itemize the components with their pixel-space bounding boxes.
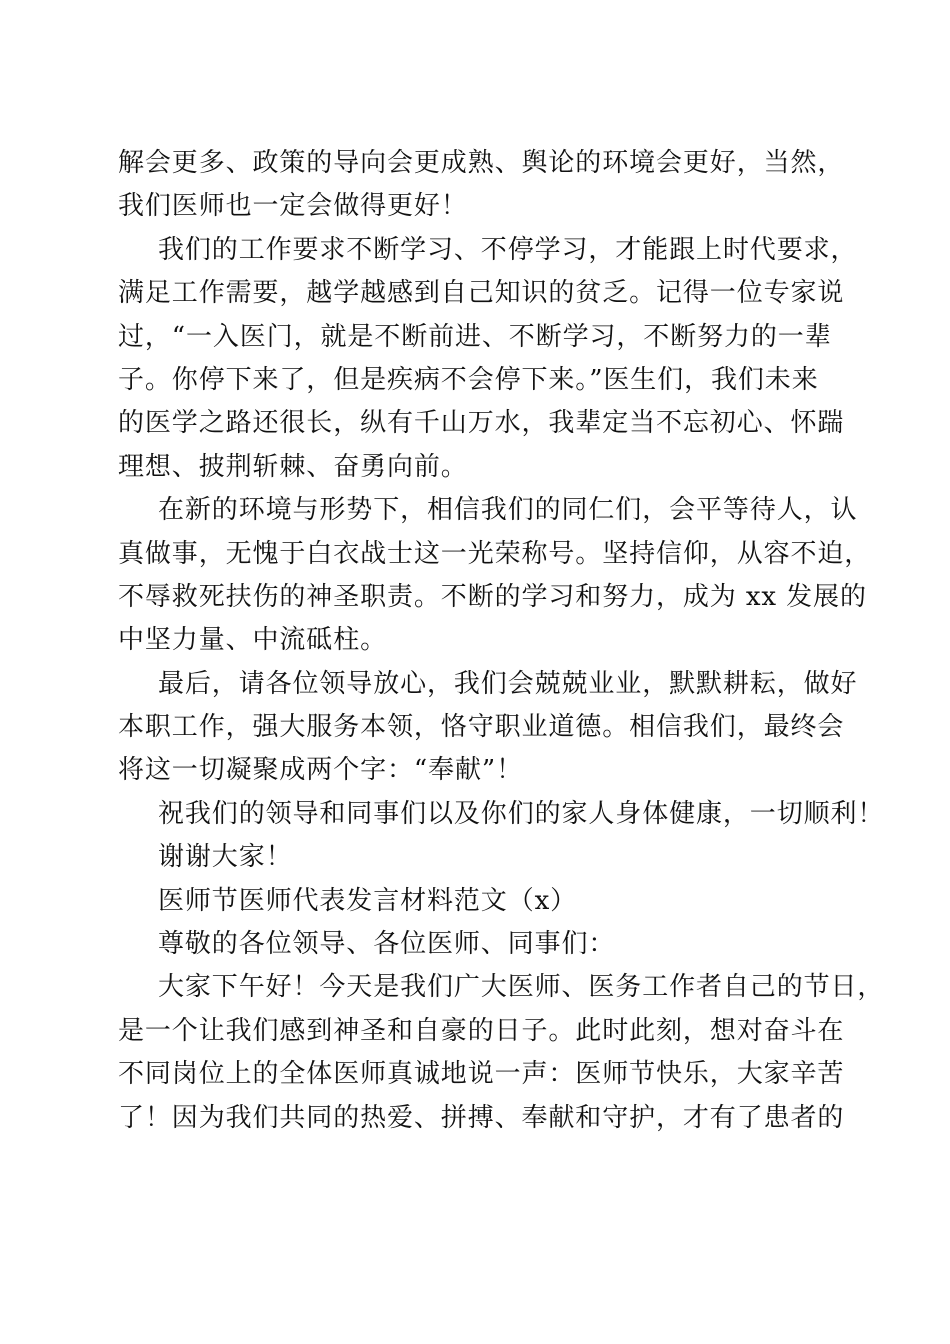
text-line: 子。你停下来了，但是疾病不会停下来。”医生们，我们未来 [118,364,819,395]
text-line: 将这一切凝聚成两个字：“奉献”！ [118,755,523,786]
text-line: 谢谢大家！ [158,842,293,873]
text-line: 在新的环境与形势下，相信我们的同仁们，会平等待人，认 [158,495,858,526]
text-line: 祝我们的领导和同事们以及你们的家人身体健康，一切顺利！ [158,798,885,829]
text-line: 大家下午好！今天是我们广大医师、医务工作者自己的节日， [158,972,885,1003]
text-line: 不辱救死扶伤的神圣职责。不断的学习和努力，成为 xx 发展的 [118,581,867,612]
text-line: 尊敬的各位领导、各位医师、同事们： [158,929,616,960]
document-body [118,142,885,1140]
text-line: 最后，请各位领导放心，我们会兢兢业业，默默耕耘，做好 [158,668,858,699]
text-line: 医师节医师代表发言材料范文（x） [158,885,578,916]
text-line: 我们医师也一定会做得更好！ [118,191,468,222]
text-line: 本职工作，强大服务本领，恪守职业道德。相信我们，最终会 [118,712,845,743]
text-line: 过，“一入医门，就是不断前进、不断学习，不断努力的一辈 [118,321,832,352]
text-line: 解会更多、政策的导向会更成熟、舆论的环境会更好，当然， [118,148,845,178]
text-line: 不同岗位上的全体医师真诚地说一声：医师节快乐，大家辛苦 [118,1059,845,1090]
text-line: 我们的工作要求不断学习、不停学习，才能跟上时代要求， [158,234,858,265]
text-line: 是一个让我们感到神圣和自豪的日子。此时此刻，想对奋斗在 [118,1015,845,1046]
text-line: 了！因为我们共同的热爱、拼搏、奉献和守护，才有了患者的 [118,1102,845,1133]
text-line: 的医学之路还很长，纵有千山万水，我辈定当不忘初心、怀踹 [118,408,845,439]
text-line: 中坚力量、中流砥柱。 [118,625,388,656]
text-line: 理想、披荆斩棘、奋勇向前。 [118,451,468,482]
text-line: 真做事，无愧于白衣战士这一光荣称号。坚持信仰，从容不迫， [118,538,872,569]
text-line: 满足工作需要，越学越感到自己知识的贫乏。记得一位专家说 [118,278,845,309]
